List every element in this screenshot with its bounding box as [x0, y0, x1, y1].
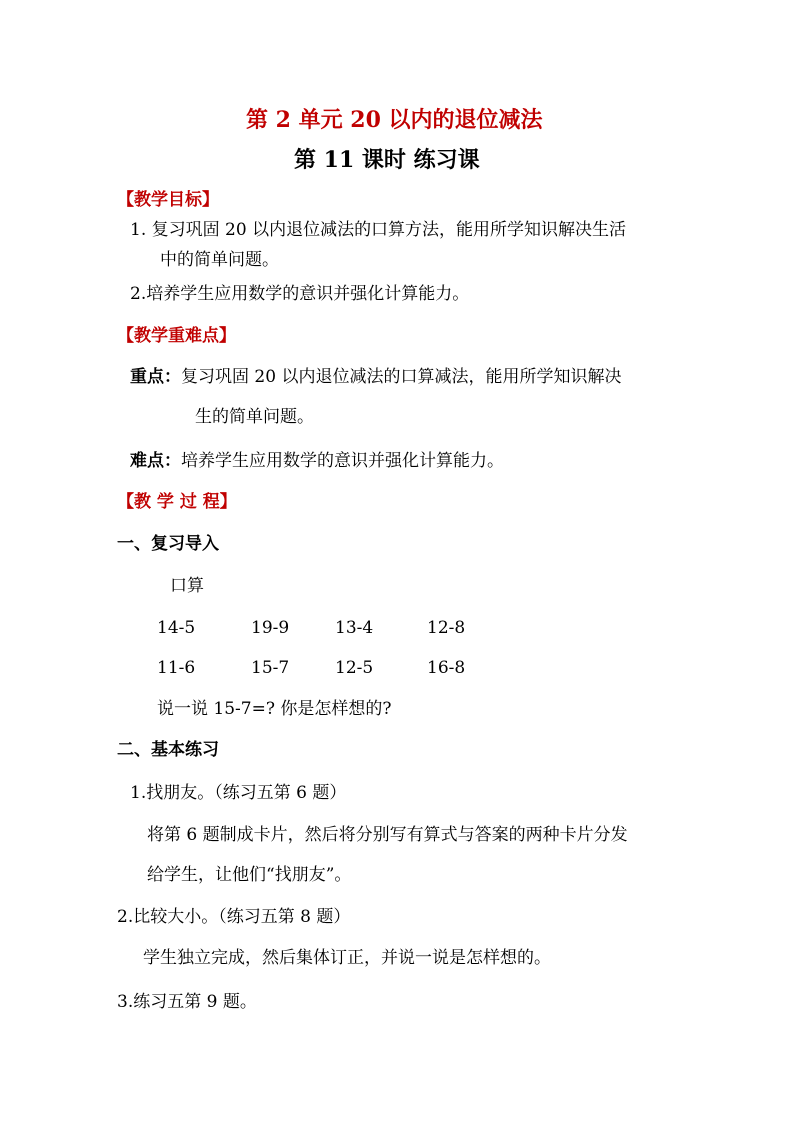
keypoints-heading: 【教学重难点】: [117, 326, 236, 346]
key-point: [130, 366, 621, 388]
calc-item: 19-9: [251, 618, 290, 638]
difficult-point-text: 培养学生应用数学的意识并强化计算能力。: [181, 451, 504, 471]
oral-label: 口算: [170, 576, 204, 596]
unit-title: 第 2 单元 20 以内的退位减法: [246, 107, 543, 133]
calc-item: 11-6: [157, 658, 196, 678]
difficult-point-label: 难点：: [130, 451, 181, 471]
calc-item: 12-8: [427, 618, 466, 638]
key-point-line-2: 生的简单问题。: [195, 407, 314, 427]
calc-item: 13-4: [335, 618, 374, 638]
part1-heading: 一、复习导入: [117, 534, 219, 554]
goal-item-1-line-1: 1. 复习巩固 20 以内退位减法的口算方法，能用所学知识解决生活: [130, 220, 627, 240]
exercise-2-line: 学生独立完成，然后集体订正，并说一说是怎样想的。: [143, 948, 551, 968]
review-question: 说一说 15-7=? 你是怎样想的?: [157, 699, 392, 719]
calc-item: 15-7: [251, 658, 290, 678]
exercise-3-title: 3.练习五第 9 题。: [117, 992, 257, 1012]
goals-heading: 【教学目标】: [117, 190, 219, 210]
part2-heading: 二、基本练习: [117, 740, 219, 760]
difficult-point: [130, 450, 504, 472]
calc-item: 14-5: [157, 618, 196, 638]
calc-item: 16-8: [427, 658, 466, 678]
exercise-2-title: 2.比较大小。（练习五第 8 题）: [117, 907, 351, 927]
process-heading: 【教 学 过 程】: [117, 492, 237, 512]
calc-item: 12-5: [335, 658, 374, 678]
exercise-1-line-2: 给学生，让他们“找朋友”。: [147, 865, 352, 885]
goal-item-2: 2.培养学生应用数学的意识并强化计算能力。: [130, 284, 470, 304]
key-point-label: 重点：: [130, 367, 181, 387]
exercise-1-title: 1.找朋友。（练习五第 6 题）: [130, 783, 347, 803]
lesson-subtitle: 第 11 课时 练习课: [294, 147, 480, 173]
key-point-text: 复习巩固 20 以内退位减法的口算减法，能用所学知识解决: [181, 367, 622, 387]
exercise-1-line-1: 将第 6 题制成卡片，然后将分别写有算式与答案的两种卡片分发: [147, 825, 628, 845]
goal-item-1-line-2: 中的简单问题。: [160, 250, 279, 270]
